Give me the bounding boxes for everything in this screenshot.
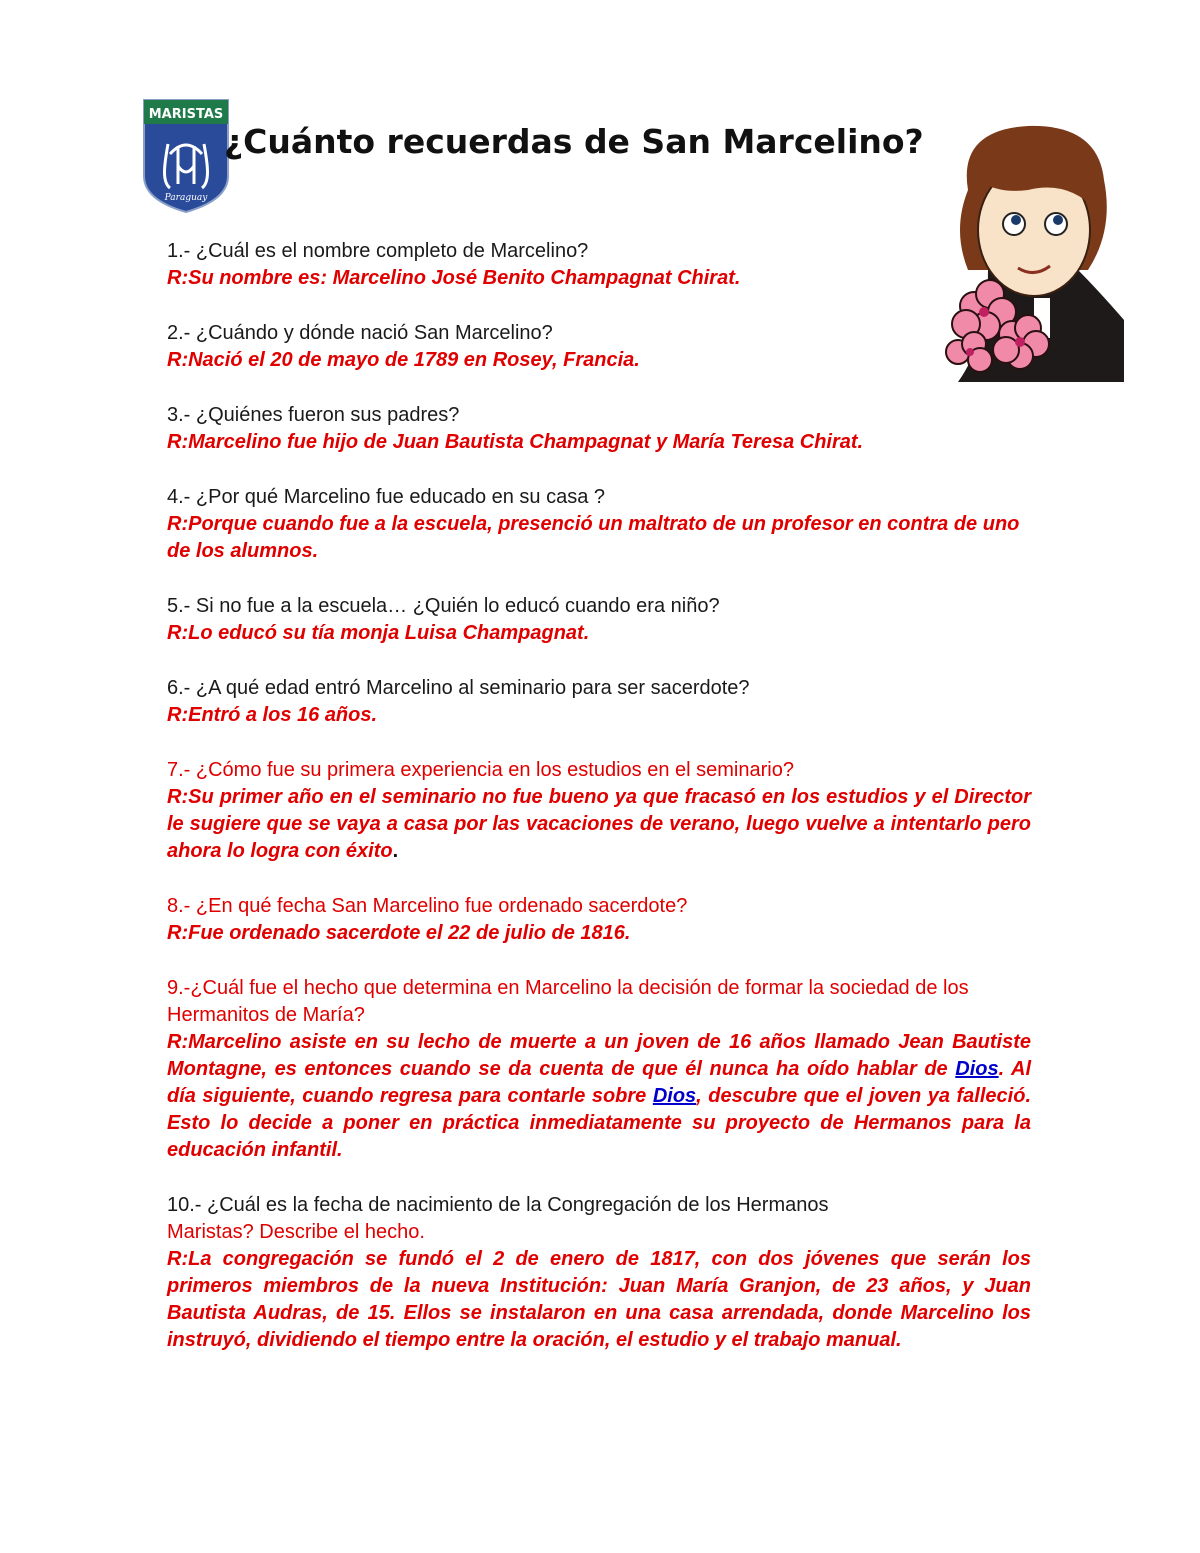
- answer-3: R:Marcelino fue hijo de Juan Bautista Champagnat y María Teresa Chirat.: [167, 431, 864, 453]
- qa-item-4: [167, 484, 1031, 565]
- question-10: [167, 1192, 1031, 1246]
- question-10-part-1: 10.- ¿Cuál es la fecha de nacimiento de la Congregación de los Hermanos: [167, 1194, 829, 1216]
- answer-5: R:Lo educó su tía monja Luisa Champagnat.: [167, 622, 590, 644]
- question-4: 4.- ¿Por qué Marcelino fue educado en su casa ?: [167, 486, 606, 508]
- qa-item-9: [167, 975, 1031, 1164]
- answer-4: R:Porque cuando fue a la escuela, presenció un maltrato de un profesor en contra de uno de los alumnos.: [167, 513, 1020, 562]
- question-3: 3.- ¿Quiénes fueron sus padres?: [167, 404, 460, 426]
- logo-text: MARISTAS: [148, 107, 224, 122]
- qa-item-10: [167, 1192, 1031, 1354]
- question-1: 1.- ¿Cuál es el nombre completo de Marcelino?: [167, 240, 589, 262]
- qa-item-2: [167, 320, 1031, 374]
- qa-item-7: [167, 757, 1031, 865]
- qa-item-1: [167, 238, 1031, 292]
- question-9: 9.-¿Cuál fue el hecho que determina en Marcelino la decisión de formar la sociedad de los Hermanitos de María?: [167, 977, 969, 1026]
- answer-7-text: R:Su primer año en el seminario no fue bueno ya que fracasó en los estudios y el Director le sugiere que se vaya a casa por las vacaciones de verano, luego vuelve a intentarlo pero ahora lo logra con éxito: [167, 786, 1031, 862]
- question-7: 7.- ¿Cómo fue su primera experiencia en los estudios en el seminario?: [167, 759, 794, 781]
- dios-link-1[interactable]: Dios: [955, 1058, 999, 1080]
- question-10-part-2: Maristas? Describe el hecho.: [167, 1221, 425, 1243]
- answer-9-part-2: . Al día siguiente, cuando regresa para contarle sobre: [167, 1058, 1032, 1107]
- maristas-logo: [140, 96, 232, 214]
- question-6: 6.- ¿A qué edad entró Marcelino al seminario para ser sacerdote?: [167, 677, 750, 699]
- answer-7: [167, 784, 1031, 865]
- qa-item-8: [167, 893, 1031, 947]
- qa-list: [167, 238, 1031, 1382]
- dios-link-2[interactable]: Dios: [652, 1085, 697, 1107]
- question-5: 5.- Si no fue a la escuela… ¿Quién lo educó cuando era niño?: [167, 595, 720, 617]
- logo-script: Paraguay: [164, 193, 208, 203]
- qa-item-5: [167, 593, 1031, 647]
- answer-2: R:Nació el 20 de mayo de 1789 en Rosey, Francia.: [167, 349, 640, 371]
- qa-item-3: [167, 402, 1031, 456]
- answer-10: R:La congregación se fundó el 2 de enero de 1817, con dos jóvenes que serán los primeros miembros de la nueva Institución: Juan María Granjon, de 23 años, y Juan Bautista Audras, de 15. Ellos se instalaron en una casa arrendada, donde Marcelino los instruyó, dividiendo el tiempo entre la oración, el estudio y el trabajo manual.: [167, 1248, 1031, 1351]
- answer-7-period: .: [392, 840, 399, 862]
- answer-9-part-1: R:Marcelino asiste en su lecho de muerte a un joven de 16 años llamado Jean Bautiste Montagne, es entonces cuando se da cuenta de que él nunca ha oído hablar de: [167, 1031, 1031, 1080]
- answer-9-part-3: , descubre que el joven ya falleció. Esto lo decide a poner en práctica inmediatamente su proyecto de Hermanos para la educación infantil.: [167, 1085, 1031, 1161]
- question-2: 2.- ¿Cuándo y dónde nació San Marcelino?: [167, 322, 553, 344]
- answer-1: R:Su nombre es: Marcelino José Benito Champagnat Chirat.: [167, 267, 741, 289]
- answer-8: R:Fue ordenado sacerdote el 22 de julio de 1816.: [167, 922, 631, 944]
- question-8: 8.- ¿En qué fecha San Marcelino fue ordenado sacerdote?: [167, 895, 688, 917]
- page-title: ¿Cuánto recuerdas de San Marcelino?: [224, 122, 924, 161]
- answer-9: [167, 1029, 1031, 1164]
- answer-6: R:Entró a los 16 años.: [167, 704, 378, 726]
- qa-item-6: [167, 675, 1031, 729]
